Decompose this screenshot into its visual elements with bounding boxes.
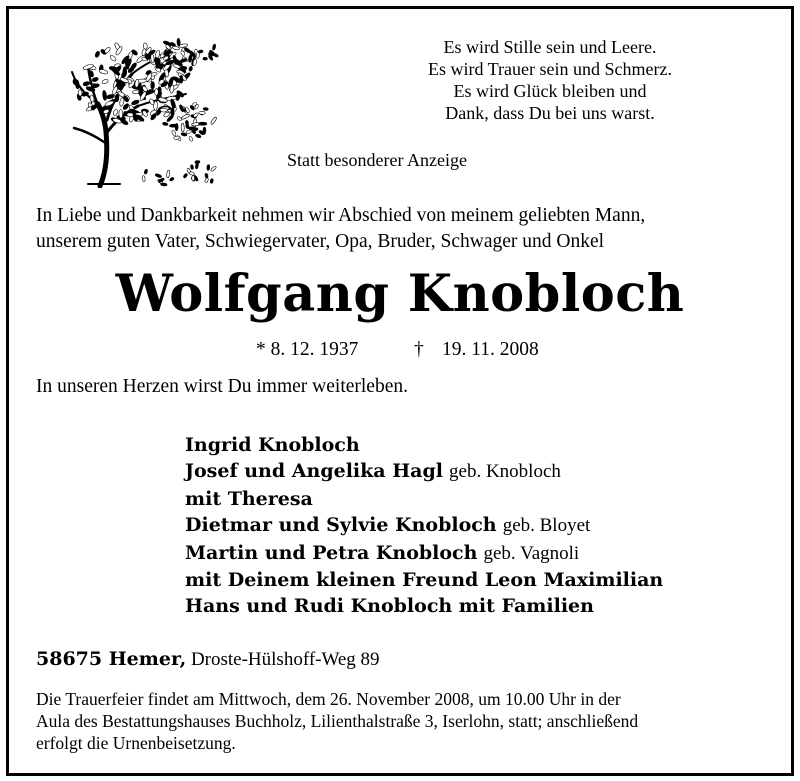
leaf [99,69,109,75]
leaf [185,124,190,130]
tree-leaves [73,38,219,186]
intro-text [36,203,645,255]
mourner-name: Ingrid Knobloch [185,434,360,456]
leaf [151,81,155,89]
closing-line: In unseren Herzen wirst Du immer weiterleben. [36,376,408,397]
leaf [189,66,193,72]
leaf [78,90,82,96]
leaf [208,52,213,55]
leaf [119,109,123,118]
leaf [210,166,217,172]
leaf [186,129,192,134]
leaf [127,113,134,117]
poem-line: Es wird Trauer sein und Schmerz. [428,59,672,79]
leaf [199,122,207,125]
list-item [185,593,663,619]
birth-date: * 8. 12. 1937 [256,339,359,360]
leaf [160,108,168,112]
intro-line: unserem guten Vater, Schwiegervater, Opa, Bruder, Schwager und Onkel [36,231,605,252]
mourner-name: mit Deinem kleinen Freund Leon Maximilian [185,569,664,592]
family-address [36,648,380,671]
list-item [185,567,663,593]
mourner-name: Martin und Petra Knobloch [185,541,478,564]
poem-line: Dank, dass Du bei uns warst. [445,103,655,123]
deceased-name: Wolfgang Knobloch [115,264,685,324]
leaf [92,77,99,83]
leaf [155,173,162,178]
leaf [203,107,208,110]
maiden-name: geb. Vagnoli [483,542,580,564]
leaf [171,77,177,81]
list-item [185,540,663,567]
leaf [199,111,205,114]
leaf [169,177,174,182]
mourners-list [185,432,663,620]
leaf [102,90,107,100]
leaf [142,176,146,182]
leaf [203,127,206,134]
mourner-name: Dietmar und Sylvie Knobloch [185,514,497,537]
leaf [207,165,210,171]
leaf [198,50,203,54]
leaf [166,170,170,178]
leaf [187,168,191,173]
leaf [179,58,187,63]
windblown-tree-icon [62,22,220,188]
service-line: Aula des Bestattungshauses Buchholz, Lilienthalstraße 3, Iserlohn, statt; anschließend [36,711,639,731]
mourner-name: Hans und Rudi Knobloch mit Familien [185,595,594,618]
leaf [205,173,209,178]
mourner-name: mit Theresa [185,487,313,510]
poem-line: Es wird Stille sein und Leere. [443,37,657,57]
intro-line: In Liebe und Dankbarkeit nehmen wir Abschied von meinem geliebten Mann, [36,205,646,226]
maiden-name: geb. Bloyet [502,515,591,537]
leaf [210,178,214,183]
leaf [212,44,216,50]
list-item [185,486,663,512]
leaf [101,79,108,85]
poem-line: Es wird Glück bleiben und [453,81,647,101]
list-item [185,458,663,485]
leaf [177,38,181,46]
address-city: 58675 Hemer, [36,648,187,670]
leaf [94,51,100,58]
leaf [112,109,118,116]
death-cross-icon: † [414,339,424,360]
leaf [115,94,119,102]
leaf [151,72,158,77]
death-date: 19. 11. 2008 [442,339,539,360]
leaf [195,160,200,163]
leaf [181,113,190,120]
poem [400,36,700,124]
leaf [162,122,168,126]
service-line: Die Trauerfeier findet am Mittwoch, dem 26. November 2008, um 10.00 Uhr in der [36,689,621,709]
leaf [195,134,201,139]
leaf [143,43,147,50]
maiden-name: geb. Knobloch [449,461,561,483]
leaf [169,124,177,127]
leaf [203,57,208,60]
mourner-name: Josef und Angelika Hagl [185,460,443,483]
leaf [181,123,184,132]
leaf [121,72,126,79]
leaf [73,78,78,84]
address-street: Droste-Hülshoff-Weg 89 [190,649,380,670]
leaf [153,101,157,110]
notice-label: Statt besonderer Anzeige [287,150,467,170]
leaf [144,169,148,174]
funeral-service-info [36,688,638,754]
leaf [109,54,117,62]
service-line: erfolgt die Urnenbeisetzung. [36,733,236,753]
leaf [204,178,209,183]
leaf [160,183,167,186]
leaf [188,136,193,142]
leaf [210,116,217,125]
leaf [180,75,183,83]
leaf [154,89,158,96]
leaf [192,176,195,181]
leaf [183,173,188,179]
leaf [163,40,171,45]
leaf [193,112,199,118]
leaf [190,165,194,170]
list-item [185,432,663,458]
list-item [185,512,663,539]
